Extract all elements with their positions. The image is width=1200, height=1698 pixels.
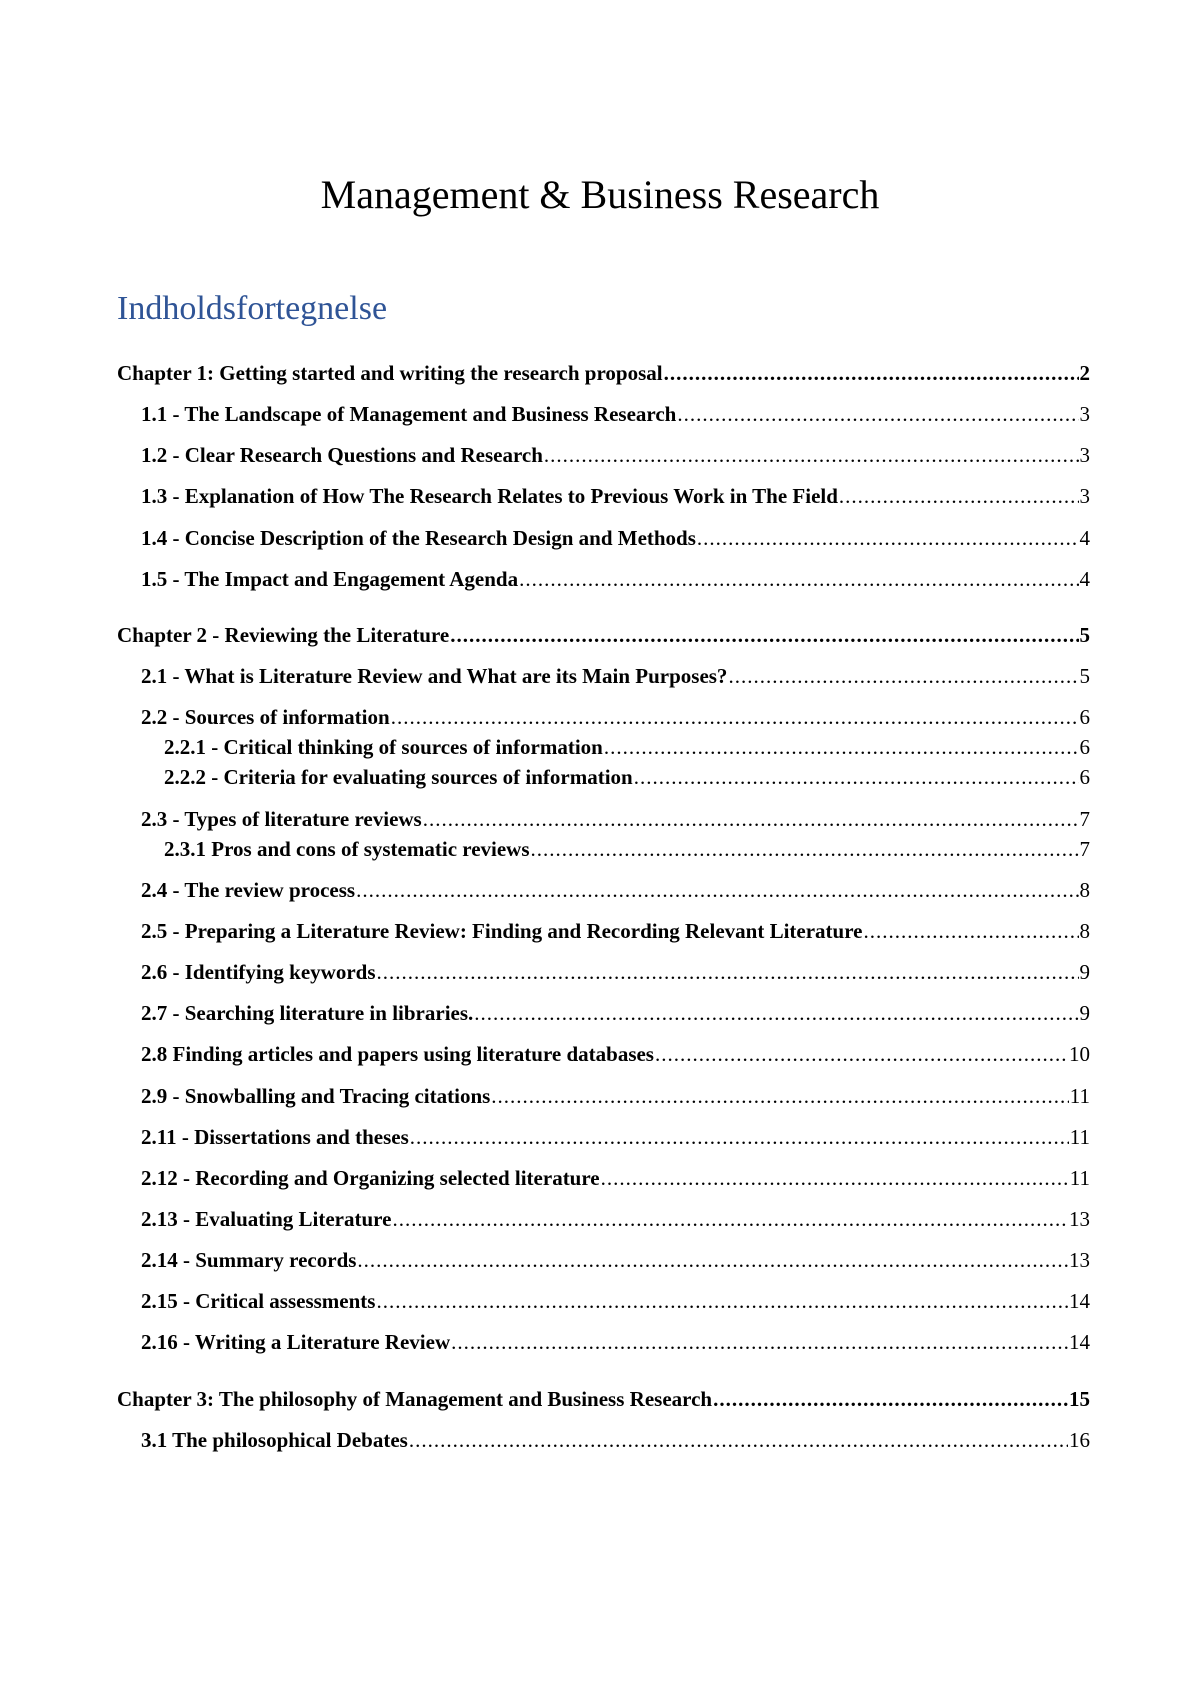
toc-page-number: 9 (1079, 960, 1090, 985)
toc-page-number: 5 (1079, 663, 1090, 688)
toc-page-number: 16 (1069, 1427, 1090, 1452)
toc-dot-leader (728, 664, 1078, 688)
toc-dot-leader (664, 361, 1079, 385)
toc-dot-leader (839, 484, 1079, 508)
toc-entry-label: 1.4 - Concise Description of the Research Design and Methods (141, 525, 696, 550)
toc-entry-label: 2.14 - Summary records (141, 1248, 357, 1273)
toc-entry-2-14[interactable] (117, 1248, 1090, 1272)
toc-page-number: 15 (1069, 1386, 1090, 1411)
toc-page-number: 14 (1069, 1289, 1090, 1314)
toc-entry-2-3-1[interactable] (117, 837, 1090, 861)
toc-entry-2-8[interactable] (117, 1042, 1090, 1066)
toc-page-number: 5 (1079, 622, 1090, 647)
toc-entry-label: 2.8 Finding articles and papers using literature databases (141, 1042, 654, 1067)
toc-page-number: 11 (1069, 1083, 1090, 1108)
toc-page-number: 14 (1069, 1330, 1090, 1355)
toc-page-number: 4 (1079, 566, 1090, 591)
toc-entry-2-2[interactable] (117, 705, 1090, 729)
toc-page-number: 11 (1069, 1124, 1090, 1149)
toc-page-number: 11 (1069, 1165, 1090, 1190)
toc-dot-leader (410, 1125, 1069, 1149)
toc-entry-label: Chapter 1: Getting started and writing the research proposal (117, 361, 663, 385)
toc-dot-leader (391, 705, 1079, 729)
toc-entry-label: 2.15 - Critical assessments (141, 1289, 376, 1314)
toc-page-number: 2 (1079, 361, 1090, 385)
toc-dot-leader (450, 623, 1078, 647)
toc-heading: Indholdsfortegnelse (117, 290, 388, 327)
toc-entry-label: 2.2.1 - Critical thinking of sources of information (164, 735, 603, 760)
toc-dot-leader (409, 1428, 1068, 1452)
toc-entry-label: 1.5 - The Impact and Engagement Agenda (141, 566, 519, 591)
toc-dot-leader (356, 878, 1078, 902)
toc-page-number: 3 (1079, 443, 1090, 468)
toc-entry-2-2-1[interactable] (117, 735, 1090, 759)
toc-entry-label: 2.7 - Searching literature in libraries. (141, 1001, 474, 1026)
toc-page-number: 3 (1079, 402, 1090, 427)
toc-entry-label: 2.1 - What is Literature Review and What are its Main Purposes? (141, 663, 728, 688)
toc-entry-2-7[interactable] (117, 1001, 1090, 1025)
toc-entry-label: 1.1 - The Landscape of Management and Business Research (141, 402, 677, 427)
toc-entry-2-11[interactable] (117, 1125, 1090, 1149)
toc-entry-3-1[interactable] (117, 1428, 1090, 1452)
toc-dot-leader (531, 837, 1079, 861)
toc-page-number: 8 (1079, 918, 1090, 943)
toc-dot-leader (377, 960, 1079, 984)
toc-entry-label: 2.2 - Sources of information (141, 705, 390, 730)
toc-page-number: 10 (1069, 1042, 1090, 1067)
toc-dot-leader (491, 1084, 1068, 1108)
toc-entry-label: Chapter 3: The philosophy of Management and Business Research (117, 1386, 713, 1411)
toc-dot-leader (392, 1207, 1068, 1231)
toc-entry-2-5[interactable] (117, 919, 1090, 943)
toc-entry-1-5[interactable] (117, 567, 1090, 591)
toc-entry-2-13[interactable] (117, 1207, 1090, 1231)
toc-entry-label: 2.16 - Writing a Literature Review (141, 1330, 451, 1355)
toc-dot-leader (677, 402, 1078, 426)
toc-entry-label: 2.5 - Preparing a Literature Review: Finding and Recording Relevant Literature (141, 918, 863, 943)
toc-page-number: 8 (1079, 877, 1090, 902)
toc-dot-leader (697, 526, 1079, 550)
toc-dot-leader (451, 1330, 1068, 1354)
toc-entry-2-6[interactable] (117, 960, 1090, 984)
toc-page-number: 7 (1079, 836, 1090, 861)
toc-entry-label: 2.3.1 Pros and cons of systematic reviews (164, 836, 530, 861)
toc-entry-label: 1.2 - Clear Research Questions and Research (141, 443, 543, 468)
toc-entry-2-12[interactable] (117, 1166, 1090, 1190)
toc-entry-2-9[interactable] (117, 1084, 1090, 1108)
toc-page-number: 6 (1079, 765, 1090, 790)
toc-entry-label: 2.11 - Dissertations and theses (141, 1124, 409, 1149)
document-title: Management & Business Research (320, 172, 880, 217)
toc-entry-label: 2.13 - Evaluating Literature (141, 1206, 392, 1231)
toc-entry-label: 2.3 - Types of literature reviews (141, 806, 422, 831)
toc-entry-2-1[interactable] (117, 664, 1090, 688)
toc-entry-1-4[interactable] (117, 526, 1090, 550)
toc-entry-label: 3.1 The philosophical Debates (141, 1427, 408, 1452)
toc-page-number: 4 (1079, 525, 1090, 550)
toc-entry-chapter-2[interactable] (117, 623, 1090, 647)
toc-page-number: 13 (1069, 1248, 1090, 1273)
toc-dot-leader (713, 1387, 1068, 1411)
toc-dot-leader (376, 1289, 1068, 1313)
toc-entry-label: 2.2.2 - Criteria for evaluating sources of information (164, 765, 633, 790)
toc-dot-leader (634, 765, 1079, 789)
toc-entry-label: 2.9 - Snowballing and Tracing citations (141, 1083, 491, 1108)
toc-dot-leader (544, 443, 1079, 467)
toc-dot-leader (357, 1248, 1068, 1272)
toc-page-number: 13 (1069, 1206, 1090, 1231)
toc-page-number: 6 (1079, 735, 1090, 760)
toc-entry-1-2[interactable] (117, 443, 1090, 467)
toc-dot-leader (474, 1001, 1078, 1025)
table-of-contents (117, 361, 1090, 1452)
toc-entry-label: 2.6 - Identifying keywords (141, 960, 376, 985)
toc-entry-2-2-2[interactable] (117, 765, 1090, 789)
toc-page-number: 3 (1079, 484, 1090, 509)
toc-entry-label: 1.3 - Explanation of How The Research Relates to Previous Work in The Field (141, 484, 838, 509)
toc-page-number: 7 (1079, 806, 1090, 831)
toc-entry-2-3[interactable] (117, 807, 1090, 831)
toc-dot-leader (519, 567, 1078, 591)
toc-entry-2-16[interactable] (117, 1330, 1090, 1354)
toc-dot-leader (864, 919, 1079, 943)
toc-entry-label: 2.12 - Recording and Organizing selected literature (141, 1165, 600, 1190)
toc-entry-chapter-3[interactable] (117, 1387, 1090, 1411)
toc-entry-1-1[interactable] (117, 402, 1090, 426)
toc-dot-leader (601, 1166, 1069, 1190)
toc-page-number: 9 (1079, 1001, 1090, 1026)
toc-entry-2-15[interactable] (117, 1289, 1090, 1313)
toc-entry-2-4[interactable] (117, 878, 1090, 902)
toc-page-number: 6 (1079, 705, 1090, 730)
toc-entry-chapter-1[interactable] (117, 361, 1090, 385)
toc-dot-leader (604, 735, 1079, 759)
toc-entry-label: Chapter 2 - Reviewing the Literature (117, 622, 450, 647)
toc-dot-leader (655, 1042, 1068, 1066)
toc-entry-1-3[interactable] (117, 484, 1090, 508)
toc-dot-leader (423, 807, 1079, 831)
toc-entry-label: 2.4 - The review process (141, 877, 356, 902)
